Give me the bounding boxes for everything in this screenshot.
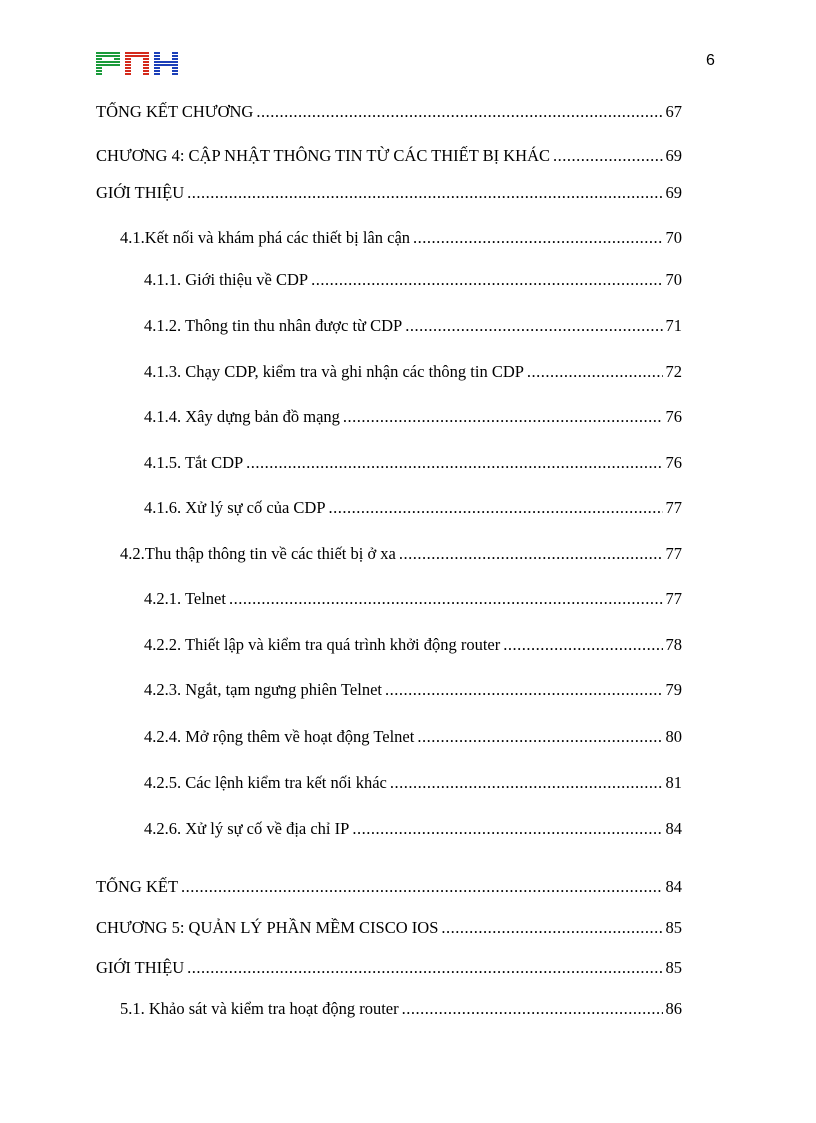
toc-entry-page: 77 <box>665 544 682 563</box>
toc-leader <box>413 228 662 248</box>
toc-entry[interactable] <box>96 877 682 897</box>
logo-letter-n <box>125 52 149 75</box>
toc-entry-title: 4.2.1. Telnet <box>144 589 226 608</box>
toc-entry-title: TỔNG KẾT CHƯƠNG <box>96 102 254 121</box>
toc-entry-title: 4.2.4. Mở rộng thêm về hoạt động Telnet <box>144 727 415 746</box>
toc-leader <box>246 453 662 473</box>
toc-entry-page: 71 <box>665 316 682 335</box>
toc-entry[interactable] <box>144 407 682 427</box>
toc-leader <box>390 773 663 793</box>
toc-entry-page: 85 <box>665 958 682 977</box>
toc-entry-page: 76 <box>665 453 682 472</box>
toc-entry[interactable] <box>144 680 682 700</box>
toc-entry[interactable] <box>120 999 682 1019</box>
toc-entry-page: 69 <box>665 146 682 165</box>
toc-entry-title: 4.1.3. Chạy CDP, kiểm tra và ghi nhận các thông tin CDP <box>144 362 524 381</box>
toc-leader <box>352 819 662 839</box>
toc-entry-title: 4.1.5. Tắt CDP <box>144 453 244 472</box>
toc-entry[interactable] <box>120 228 682 248</box>
toc-entry-page: 67 <box>665 102 682 121</box>
toc-leader <box>187 183 662 203</box>
toc-entry-page: 77 <box>665 589 682 608</box>
toc-leader <box>402 999 663 1019</box>
toc-entry-page: 81 <box>665 773 682 792</box>
toc-entry-title: 4.1.Kết nối và khám phá các thiết bị lân cận <box>120 228 411 247</box>
toc-entry[interactable] <box>96 146 682 166</box>
logo-letter-p <box>96 52 120 75</box>
toc-entry-page: 77 <box>665 498 682 517</box>
pnh-logo-graphic <box>96 51 180 77</box>
toc-entry-page: 85 <box>665 918 682 937</box>
toc-entry-title: TỔNG KẾT <box>96 877 179 896</box>
toc-entry[interactable] <box>96 918 682 938</box>
toc-entry-page: 69 <box>665 183 682 202</box>
toc-leader <box>256 102 662 122</box>
toc-leader <box>405 316 662 336</box>
toc-entry[interactable] <box>144 635 682 655</box>
toc-leader <box>503 635 662 655</box>
toc-leader <box>553 146 662 166</box>
toc-entry[interactable] <box>144 589 682 609</box>
toc-entry-title: 4.1.1. Giới thiệu về CDP <box>144 270 309 289</box>
toc-entry-page: 84 <box>665 819 682 838</box>
toc-entry-title: 4.1.4. Xây dựng bản đồ mạng <box>144 407 340 426</box>
toc-entry[interactable] <box>144 316 682 336</box>
toc-entry[interactable] <box>144 773 682 793</box>
toc-entry-page: 86 <box>665 999 682 1018</box>
toc-entry-title: 4.2.6. Xử lý sự cố về địa chỉ IP <box>144 819 350 838</box>
toc-entry-title: 4.1.2. Thông tin thu nhân được từ CDP <box>144 316 403 335</box>
toc-entry-title: 4.2.3. Ngắt, tạm ngưng phiên Telnet <box>144 680 382 699</box>
page-number: 6 <box>706 52 715 69</box>
toc-leader <box>441 918 662 938</box>
toc-entry-title: 5.1. Khảo sát và kiểm tra hoạt động router <box>120 999 399 1018</box>
toc-leader <box>417 727 662 747</box>
toc-entry-title: 4.2.5. Các lệnh kiểm tra kết nối khác <box>144 773 387 792</box>
toc-entry-title: GIỚI THIỆU <box>96 958 185 977</box>
toc-entry-page: 76 <box>665 407 682 426</box>
toc-leader <box>311 270 662 290</box>
toc-leader <box>181 877 662 897</box>
toc-leader <box>343 407 663 427</box>
toc-entry-title: CHƯƠNG 4: CẬP NHẬT THÔNG TIN TỪ CÁC THIẾT BỊ KHÁC <box>96 146 551 165</box>
toc-entry-title: 4.2.Thu thập thông tin về các thiết bị ở xa <box>120 544 396 563</box>
toc-entry[interactable] <box>96 958 682 978</box>
toc-leader <box>187 958 662 978</box>
toc-entry-page: 72 <box>665 362 682 381</box>
toc-entry-page: 70 <box>665 228 682 247</box>
toc-entry-title: 4.1.6. Xử lý sự cố của CDP <box>144 498 326 517</box>
toc-entry[interactable] <box>144 270 682 290</box>
toc-entry-page: 84 <box>665 877 682 896</box>
toc-entry[interactable] <box>120 544 682 564</box>
toc-entry-title: CHƯƠNG 5: QUẢN LÝ PHẦN MỀM CISCO IOS <box>96 918 439 937</box>
toc-entry[interactable] <box>96 102 682 122</box>
logo-letter-h <box>154 52 178 75</box>
toc-entry-page: 70 <box>665 270 682 289</box>
toc-entry-page: 79 <box>665 680 682 699</box>
toc-entry-title: 4.2.2. Thiết lập và kiểm tra quá trình khởi động router <box>144 635 501 654</box>
toc-leader <box>385 680 663 700</box>
toc-entry-title: GIỚI THIỆU <box>96 183 185 202</box>
toc-leader <box>329 498 663 518</box>
pnh-logo <box>96 51 180 77</box>
toc-entry[interactable] <box>144 362 682 382</box>
toc-leader <box>527 362 663 382</box>
toc-entry[interactable] <box>96 183 682 203</box>
toc-leader <box>399 544 663 564</box>
toc-entry-page: 78 <box>665 635 682 654</box>
toc-entry-page: 80 <box>665 727 682 746</box>
toc-entry[interactable] <box>144 498 682 518</box>
toc-entry[interactable] <box>144 727 682 747</box>
toc-entry[interactable] <box>144 819 682 839</box>
toc-leader <box>229 589 663 609</box>
toc-entry[interactable] <box>144 453 682 473</box>
